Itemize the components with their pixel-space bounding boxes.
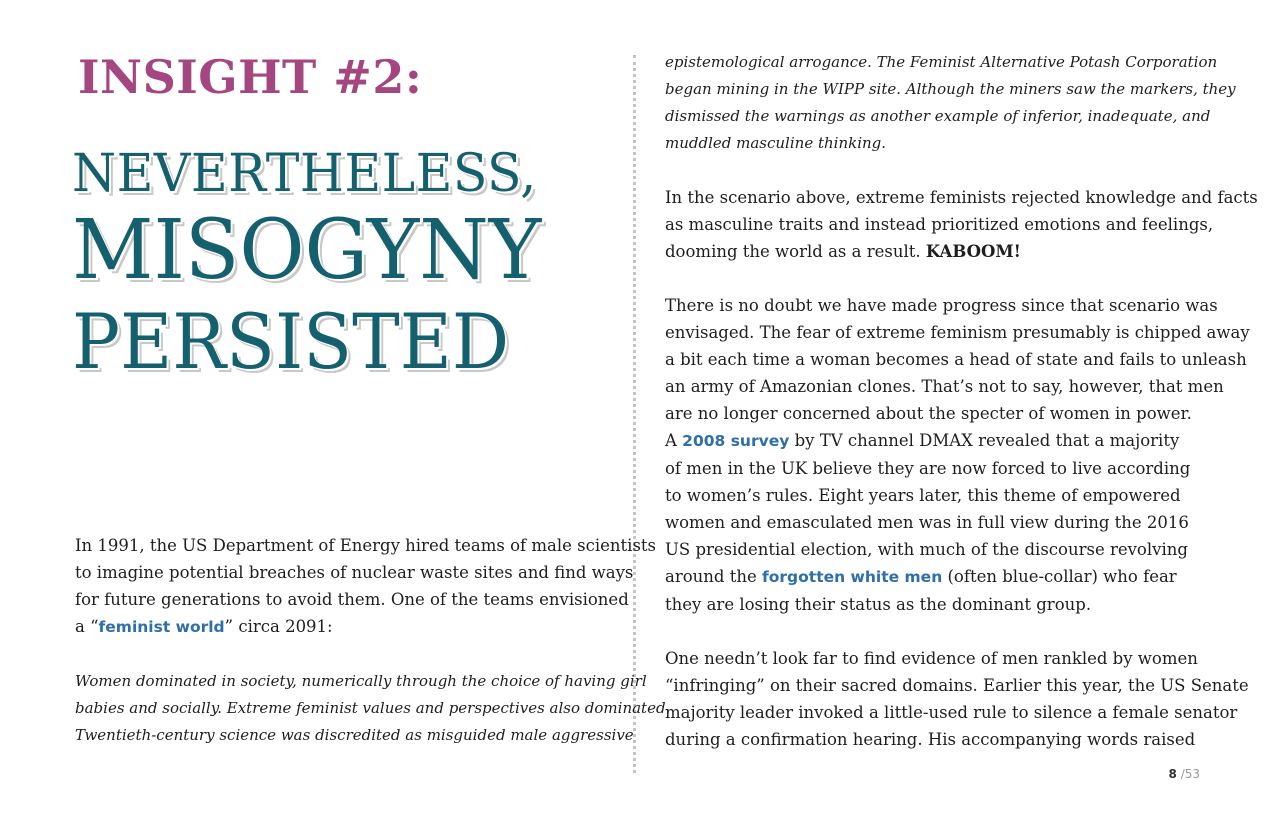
quote-continuation	[665, 49, 1236, 157]
quote-line: babies and socially. Extreme feminist values and perspectives also dominated.	[75, 699, 671, 717]
page-number	[1169, 767, 1201, 781]
quote-line: epistemological arrogance. The Feminist Alternative Potash Corporation	[665, 53, 1218, 71]
text-line: “infringing” on their sacred domains. Earlier this year, the US Senate	[665, 676, 1249, 695]
headline-line-3: PERSISTED	[72, 297, 510, 386]
intro-paragraph	[75, 532, 657, 641]
current-page: 8	[1168, 767, 1177, 781]
text-line: of men in the UK believe they are now forced to live according	[665, 459, 1191, 478]
progress-paragraph	[665, 292, 1250, 618]
text-line: In the scenario above, extreme feminists rejected knowledge and facts	[665, 188, 1258, 207]
total-pages: /53	[1180, 767, 1200, 781]
senate-paragraph	[665, 645, 1249, 753]
text-line: There is no doubt we have made progress since that scenario was	[665, 296, 1218, 315]
text-fragment: (often blue-collar) who fear	[942, 567, 1177, 586]
text-line: envisaged. The fear of extreme feminism presumably is chipped away	[665, 323, 1250, 342]
left-column	[75, 532, 671, 749]
text-line	[665, 238, 1210, 265]
text-line: as masculine traits and instead prioritized emotions and feelings,	[665, 215, 1214, 234]
text-line: to women’s rules. Eight years later, this theme of empowered	[665, 486, 1181, 505]
text-line: women and emasculated men was in full view during the 2016	[665, 513, 1189, 532]
text-line: during a confirmation hearing. His accompanying words raised	[665, 730, 1196, 749]
survey-2008-link[interactable]: 2008 survey	[682, 432, 790, 450]
headline-line-1: NEVERTHELESS,	[72, 144, 537, 204]
right-column	[665, 49, 1258, 753]
quote-paragraph	[75, 668, 671, 749]
quote-line: began mining in the WIPP site. Although the miners saw the markers, they	[665, 80, 1236, 98]
column-divider	[633, 55, 636, 773]
text-line: are no longer concerned about the specter of women in power.	[665, 404, 1192, 423]
text-line: a bit each time a woman becomes a head of state and fails to unleash	[665, 350, 1247, 369]
scenario-paragraph	[665, 184, 1258, 265]
text-line	[665, 427, 1210, 455]
headline	[72, 144, 556, 386]
text-line	[75, 613, 623, 641]
forgotten-white-men-link[interactable]: forgotten white men	[762, 568, 943, 586]
text-line: for future generations to avoid them. One of the teams envisioned	[75, 590, 629, 609]
text-fragment: A	[665, 431, 683, 450]
text-line: they are losing their status as the dominant group.	[665, 595, 1092, 614]
headline-line-2: MISOGYNY	[72, 203, 542, 298]
text-line: an army of Amazonian clones. That’s not to say, however, that men	[665, 377, 1224, 396]
quote-line: dismissed the warnings as another example of inferior, inadequate, and	[665, 107, 1211, 125]
text-fragment: ” circa 2091:	[224, 617, 333, 636]
quote-line: Twentieth-century science was discredited as misguided male aggressive	[75, 726, 634, 744]
text-line	[665, 563, 1210, 591]
text-fragment: by TV channel DMAX revealed that a majority	[789, 431, 1180, 450]
quote-line: Women dominated in society, numerically through the choice of having girl	[75, 672, 647, 690]
kaboom-text: KABOOM!	[925, 242, 1021, 261]
text-line: US presidential election, with much of the discourse revolving	[665, 540, 1188, 559]
feminist-world-link[interactable]: feminist world	[98, 618, 225, 636]
quote-line: muddled masculine thinking.	[665, 134, 887, 152]
text-line: One needn’t look far to find evidence of men rankled by women	[665, 649, 1198, 668]
text-line: majority leader invoked a little-used rule to silence a female senator	[665, 703, 1238, 722]
insight-label: INSIGHT #2:	[78, 50, 423, 104]
text-line: to imagine potential breaches of nuclear waste sites and find ways	[75, 563, 634, 582]
text-fragment: dooming the world as a result.	[665, 242, 926, 261]
text-line: In 1991, the US Department of Energy hired teams of male scientists	[75, 536, 657, 555]
text-fragment: a “	[75, 617, 99, 636]
text-fragment: around the	[665, 567, 762, 586]
